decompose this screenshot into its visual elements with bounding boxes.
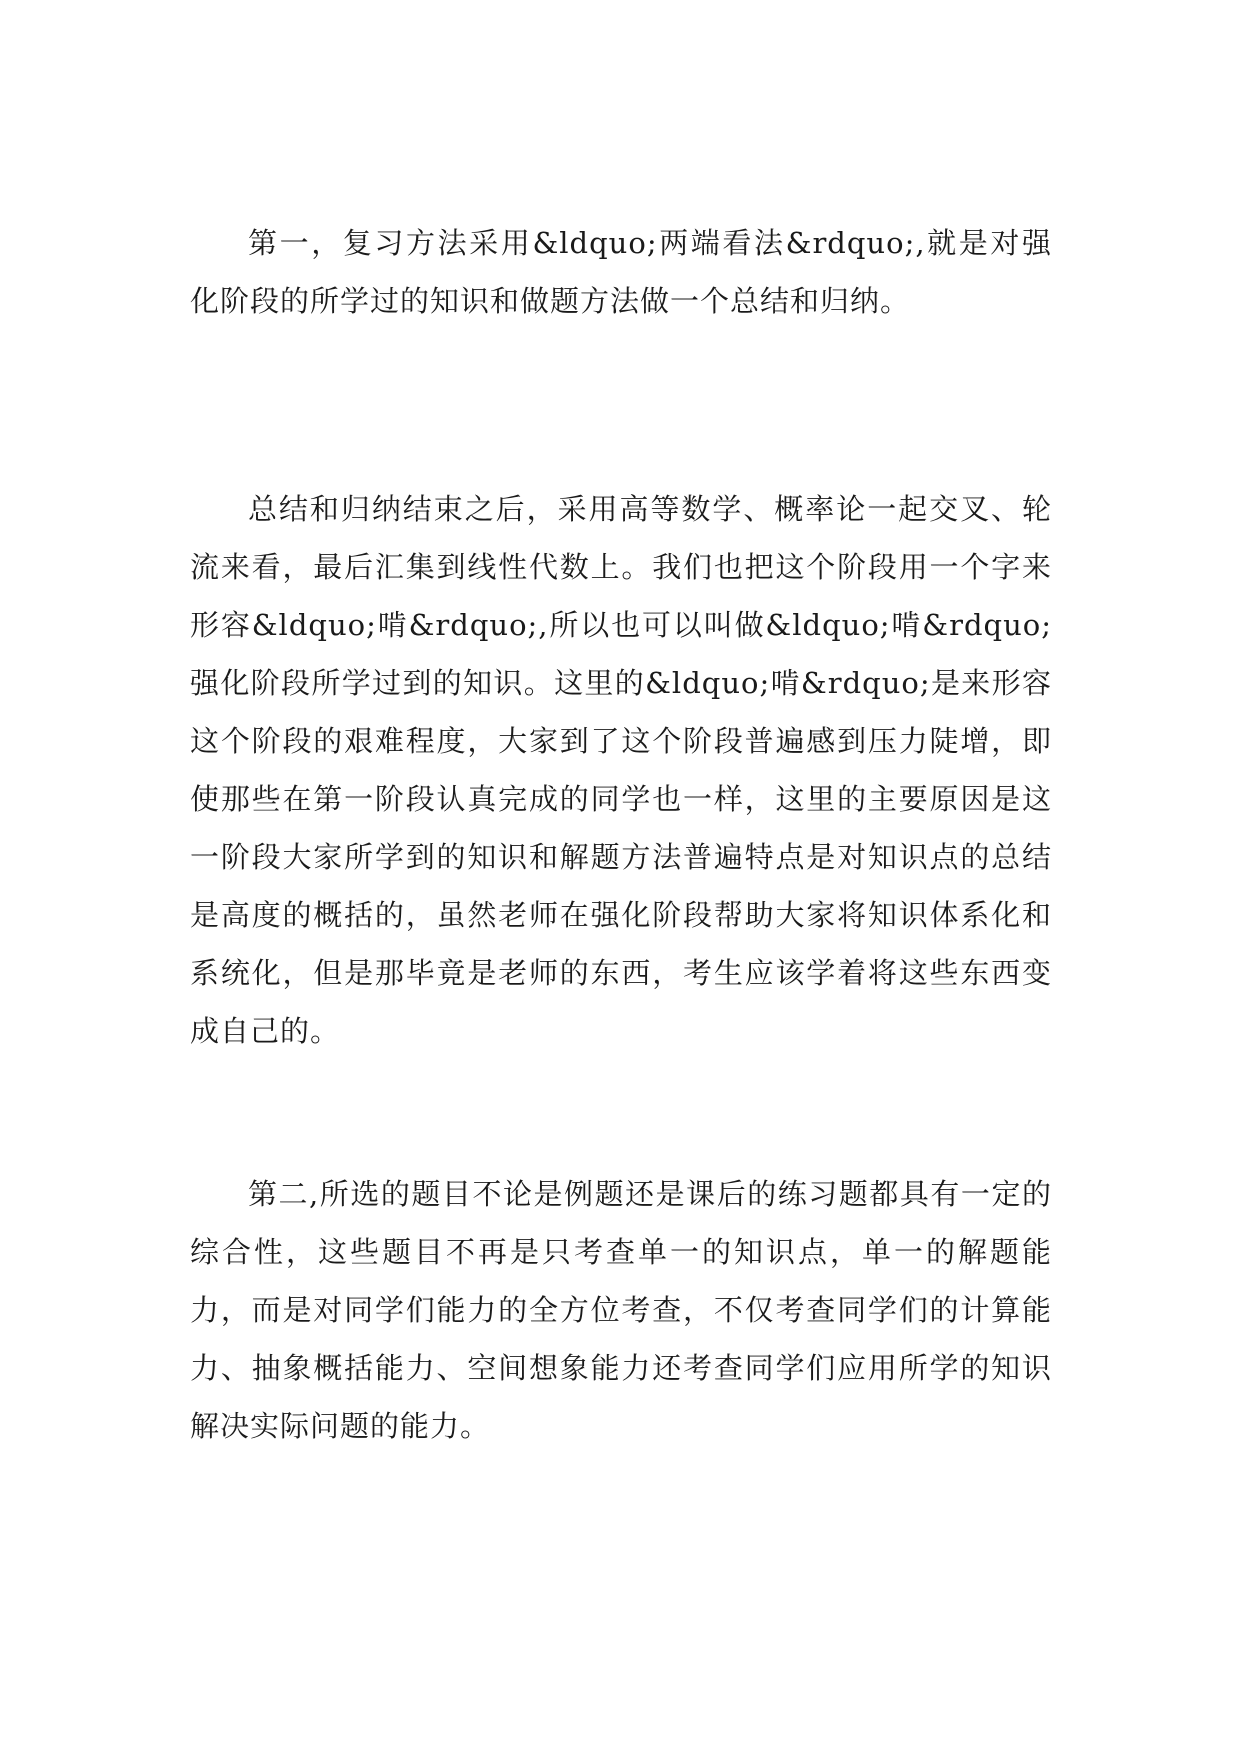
paragraph-review-method: 第一，复习方法采用&ldquo;两端看法&rdquo;,就是对强化阶段的所学过的知识和做题方法做一个总结和归纳。 [190,226,1052,318]
paragraph-comprehensive-problems: 第二,所选的题目不论是例题还是课后的练习题都具有一定的综合性，这些题目不再是只考查单一的知识点，单一的解题能力，而是对同学们能力的全方位考查，不仅考查同学们的计算能力、抽象概括能力、空间想象能力还考查同学们应用所学的知识解决实际问题的能力。 [190,1177,1052,1443]
paragraph-summary-stage: 总结和归纳结束之后，采用高等数学、概率论一起交叉、轮流来看，最后汇集到线性代数上。我们也把这个阶段用一个字来形容&ldquo;啃&rdquo;,所以也可以叫做&ldquo;啃&rdquo;强化阶段所学过到的知识。这里的&ldquo;啃&rdquo;是来形容这个阶段的艰难程度，大家到了这个阶段普遍感到压力陡增，即使那些在第一阶段认真完成的同学也一样，这里的主要原因是这一阶段大家所学到的知识和解题方法普遍特点是对知识点的总结是高度的概括的，虽然老师在强化阶段帮助大家将知识体系化和系统化，但是那毕竟是老师的东西，考生应该学着将这些东西变成自己的。 [190,492,1052,1048]
